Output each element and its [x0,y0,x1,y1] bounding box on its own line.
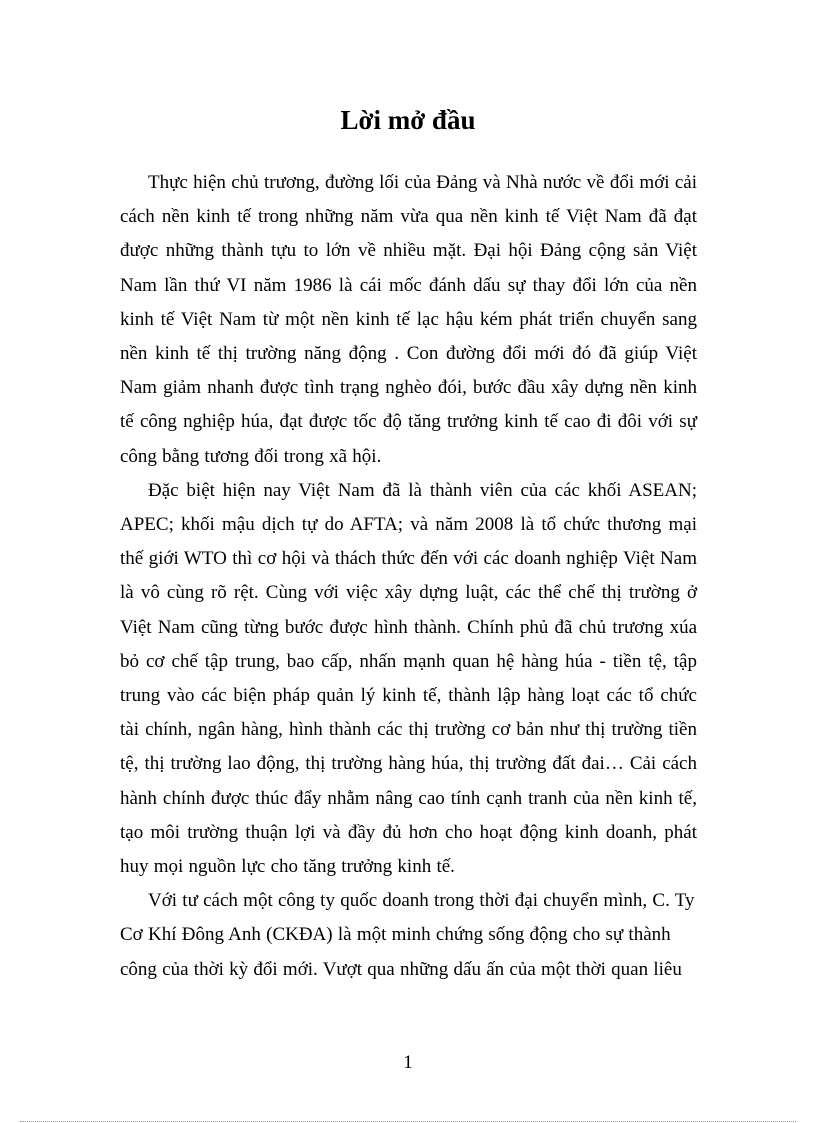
paragraph-intro: Thực hiện chủ trương, đường lối của Đảng và Nhà nước về đổi mới cải cách nền kinh tế trong những năm vừa qua nền kinh tế Việt Nam đã đạt được những thành tựu to lớn về nhiều mặt. Đại hội Đảng cộng sản Việt Nam lần thứ VI năm 1986 là cái mốc đánh dấu sự thay đổi lớn của nền kinh tế Việt Nam từ một nền kinh tế lạc hậu kém phát triển chuyển sang nền kinh tế thị trường năng động . Con đường đổi mới đó đã giúp Việt Nam giảm nhanh được tình trạng nghèo đói, bước đầu xây dựng nền kinh tế công nghiệp húa, đạt được tốc độ tăng trưởng kinh tế cao đi đôi với sự công bằng tương đối trong xã hội. [120,172,697,467]
page-number: 1 [403,1052,413,1073]
body-text [120,166,697,987]
paragraph-integration: Đặc biệt hiện nay Việt Nam đã là thành viên của các khối ASEAN; APEC; khối mậu dịch tự do AFTA; và năm 2008 là tổ chức thương mại thế giới WTO thì cơ hội và thách thức đến với các doanh nghiệp Việt Nam là vô cùng rõ rệt. Cùng với việc xây dựng luật, các thể chế thị trường ở Việt Nam cũng từng bước được hình thành. Chính phủ đã chủ trương xúa bỏ cơ chế tập trung, bao cấp, nhấn mạnh quan hệ hàng húa - tiền tệ, tập trung vào các biện pháp quản lý kinh tế, thành lập hàng loạt các tổ chức tài chính, ngân hàng, hình thành các thị trường cơ bản như thị trường tiền tệ, thị trường lao động, thị trường hàng húa, thị trường đất đai… Cải cách hành chính được thúc đẩy nhằm nâng cao tính cạnh tranh của nền kinh tế, tạo môi trường thuận lợi và đầy đủ hơn cho hoạt động kinh doanh, phát huy mọi nguồn lực cho tăng trưởng kinh tế. [120,479,697,878]
page-title: Lời mở đầu [340,105,476,135]
footer-divider [20,1121,796,1122]
paragraph-company: Với tư cách một công ty quốc doanh trong thời đại chuyển mình, C. Ty Cơ Khí Đông Anh (CKĐA) là một minh chứng sống động cho sự thành công của thời kỳ đổi mới. Vượt qua những dấu ấn của một thời quan liêu [120,890,695,980]
